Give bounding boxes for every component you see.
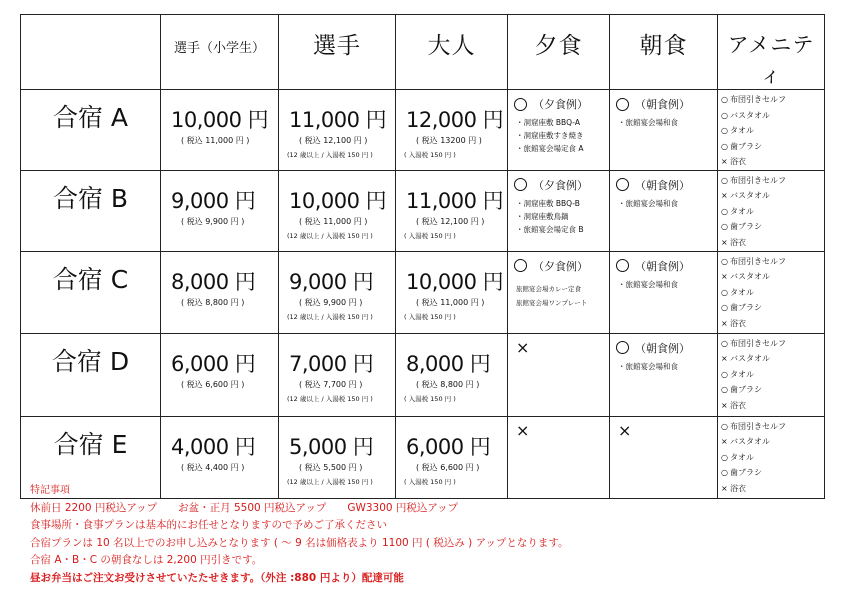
availability-mark: ○	[721, 126, 728, 135]
list-item: ・旅館宴会場和食	[618, 279, 678, 289]
price-note: (12 歳以上 / 入湯税 150 円 )	[287, 394, 373, 403]
dinner-cell	[508, 333, 610, 416]
amenity-item: ○ 布団引きセルフ	[721, 254, 824, 270]
plan-name: 合宿 B	[52, 183, 129, 213]
tax-included: ( 税込 5,500 円 )	[299, 462, 363, 472]
price-note: ( 入湯税 150 円 )	[404, 231, 456, 240]
price-note: (12 歳以上 / 入湯税 150 円 )	[287, 312, 373, 321]
adult-price-cell	[396, 170, 508, 251]
dinner-cell	[508, 251, 610, 333]
circle-icon	[616, 259, 629, 272]
list-item: ・旅館宴会場定食 A	[516, 144, 584, 153]
header-plan	[21, 15, 161, 90]
amenity-cell	[718, 251, 825, 333]
plan-name-cell	[21, 251, 161, 333]
list-item: ・旅館宴会場和食	[618, 118, 678, 127]
dinner-cell	[508, 170, 610, 251]
note-line: 合宿プランは 10 名以上でのお申し込みとなります ( ～ 9 名は価格表より 1100 円 ( 税込み ) アップとなります。	[30, 536, 569, 549]
availability-mark: ○	[721, 95, 728, 104]
breakfast-label: （朝食例）	[635, 98, 690, 111]
dinner-label: （夕食例）	[533, 178, 588, 192]
amenity-item: ○ タオル	[721, 204, 824, 220]
cross-icon: ×	[618, 420, 632, 440]
price-note: (12 歳以上 / 入湯税 150 円 )	[287, 231, 373, 240]
list-item: 旅館宴会場ワンプレート	[516, 298, 588, 307]
amenity-item: ○ 歯ブラシ	[721, 139, 824, 155]
breakfast-cell	[610, 333, 718, 416]
cross-icon: ×	[516, 337, 530, 357]
plan-name-cell	[21, 333, 161, 416]
list-item: ・洞窟座敷すき焼き	[516, 131, 584, 140]
availability-mark: ×	[721, 400, 728, 410]
amenity-item: × 浴衣	[721, 235, 824, 251]
amenity-item: ○ タオル	[721, 285, 824, 301]
availability-mark: ○	[721, 421, 728, 431]
availability-mark: ○	[721, 338, 728, 348]
price: 6,000 円	[171, 351, 256, 376]
athlete-price-cell	[279, 333, 396, 416]
amenity-item: ○ 布団引きセルフ	[721, 336, 824, 352]
tax-included: ( 税込 8,800 円 )	[181, 297, 245, 307]
header-dinner: 夕食	[508, 15, 610, 90]
breakfast-cell	[610, 90, 718, 171]
amenity-cell	[718, 90, 825, 171]
availability-mark: ○	[721, 385, 728, 394]
tax-included: ( 税込 12,100 円 )	[416, 216, 485, 226]
note-line: 食事場所・食事プランは基本的にお任せとなりますので予めご了承ください	[30, 519, 387, 531]
list-item: ・旅館宴会場和食	[618, 361, 678, 371]
amenity-item: × 浴衣	[721, 481, 824, 497]
list-item: ・洞窟座敷 BBQ-A	[516, 118, 580, 127]
circle-icon	[616, 178, 629, 191]
plan-name: 合宿 E	[53, 429, 128, 459]
availability-mark: ×	[721, 157, 728, 166]
availability-mark: ×	[721, 272, 728, 281]
availability-mark: ○	[721, 206, 728, 216]
amenity-item: × バスタオル	[721, 188, 824, 204]
price-note: ( 入湯税 150 円 )	[404, 477, 456, 486]
price: 8,000 円	[171, 269, 256, 294]
price-note: (12 歳以上 / 入湯税 150 円 )	[287, 477, 373, 486]
tax-included: ( 税込 7,700 円 )	[299, 379, 363, 389]
table-row	[21, 251, 825, 333]
tax-included: ( 税込 6,600 円 )	[181, 379, 245, 389]
tax-included: ( 税込 12,100 円 )	[299, 136, 368, 145]
tax-included: ( 税込 11,000 円 )	[299, 216, 368, 226]
special-notes	[30, 482, 569, 587]
plan-name-cell	[21, 90, 161, 171]
amenity-item: ○ バスタオル	[721, 108, 824, 124]
amenity-cell	[718, 170, 825, 251]
breakfast-cell	[610, 416, 718, 498]
tax-included: ( 税込 9,900 円 )	[299, 297, 363, 307]
availability-mark: ×	[721, 237, 728, 247]
breakfast-cell	[610, 170, 718, 251]
availability-mark: ×	[721, 318, 728, 328]
price: 9,000 円	[289, 269, 374, 294]
header-amenity: アメニティ	[718, 15, 825, 90]
table-row	[21, 170, 825, 251]
breakfast-label: （朝食例）	[635, 259, 690, 273]
price-note: (12 歳以上 / 入湯税 150 円 )	[287, 151, 373, 159]
amenity-item: ○ タオル	[721, 123, 824, 139]
price: 7,000 円	[289, 351, 374, 376]
plan-name: 合宿 C	[52, 264, 129, 294]
amenity-item: × バスタオル	[721, 434, 824, 450]
dinner-label: （夕食例）	[533, 259, 588, 273]
header-athlete: 選手	[279, 15, 396, 90]
price: 5,000 円	[289, 434, 374, 459]
child-price-cell	[161, 90, 279, 171]
circle-icon	[616, 341, 629, 354]
amenity-item: ○ タオル	[721, 450, 824, 466]
child-price-cell	[161, 333, 279, 416]
table-row	[21, 90, 825, 171]
tax-included: ( 税込 11,000 円 )	[181, 136, 250, 145]
price-note: ( 入湯税 150 円 )	[404, 151, 456, 159]
amenity-item: × 浴衣	[721, 154, 824, 170]
amenity-item: ○ 歯ブラシ	[721, 300, 824, 316]
table-row	[21, 333, 825, 416]
tax-included: ( 税込 6,600 円 )	[416, 462, 480, 472]
price: 4,000 円	[171, 434, 256, 459]
breakfast-cell	[610, 251, 718, 333]
adult-price-cell	[396, 251, 508, 333]
price: 12,000 円	[406, 108, 504, 132]
note-line: 合宿 A・B・C の朝食なしは 2,200 円引きです。	[30, 554, 263, 566]
amenity-item: × 浴衣	[721, 398, 824, 414]
amenity-cell	[718, 416, 825, 498]
notes-title: 特記事項	[30, 485, 70, 496]
tax-included: ( 税込 4,400 円 )	[181, 462, 245, 472]
availability-mark: ○	[721, 369, 728, 379]
amenity-cell	[718, 333, 825, 416]
child-price-cell	[161, 170, 279, 251]
amenity-item: ○ タオル	[721, 367, 824, 383]
availability-mark: ○	[721, 256, 728, 266]
plan-name-cell	[21, 170, 161, 251]
list-item: ・洞窟座敷鳥鍋	[516, 211, 569, 221]
availability-mark: ○	[721, 468, 728, 477]
availability-mark: ○	[721, 110, 728, 120]
athlete-price-cell	[279, 170, 396, 251]
breakfast-label: （朝食例）	[635, 341, 690, 355]
amenity-item: ○ 歯ブラシ	[721, 382, 824, 398]
circle-icon	[514, 259, 527, 272]
price: 9,000 円	[171, 188, 256, 213]
availability-mark: ○	[721, 175, 728, 185]
circle-icon	[514, 98, 527, 111]
amenity-item: ○ 歯ブラシ	[721, 465, 824, 481]
price: 10,000 円	[289, 188, 387, 213]
price: 11,000 円	[406, 188, 504, 213]
amenity-item: ○ 布団引きセルフ	[721, 419, 824, 435]
price: 10,000 円	[406, 269, 504, 294]
price: 10,000 円	[171, 108, 269, 132]
header-row	[21, 15, 825, 90]
price: 8,000 円	[406, 351, 491, 376]
adult-price-cell	[396, 333, 508, 416]
amenity-item: ○ 布団引きセルフ	[721, 92, 824, 108]
price-note: ( 入湯税 150 円 )	[404, 312, 456, 321]
availability-mark: ×	[721, 483, 728, 493]
lunch-note: 昼お弁当はご注文お受けさせていたたせきます。（外注 :880 円より）配達可能	[30, 571, 404, 584]
availability-mark: ○	[721, 287, 728, 297]
price: 11,000 円	[289, 108, 387, 132]
circle-icon	[616, 98, 629, 111]
list-item: ・旅館宴会場和食	[618, 198, 678, 208]
list-item: ・洞窟座敷 BBQ-B	[516, 198, 580, 208]
athlete-price-cell	[279, 90, 396, 171]
tax-included: ( 税込 11,000 円 )	[416, 297, 485, 307]
dinner-label: （夕食例）	[533, 98, 588, 111]
circle-icon	[514, 178, 527, 191]
child-price-cell	[161, 251, 279, 333]
adult-price-cell	[396, 90, 508, 171]
amenity-item: × バスタオル	[721, 269, 824, 285]
price: 6,000 円	[406, 434, 491, 459]
athlete-price-cell	[279, 251, 396, 333]
amenity-item: × 浴衣	[721, 316, 824, 332]
amenity-item: ○ 歯ブラシ	[721, 219, 824, 235]
amenity-item: × バスタオル	[721, 351, 824, 367]
header-breakfast: 朝食	[610, 15, 718, 90]
cross-icon: ×	[516, 420, 530, 440]
list-item: ・旅館宴会場定食 B	[516, 224, 584, 234]
price-table	[20, 14, 825, 499]
plan-name: 合宿 A	[52, 103, 129, 132]
availability-mark: ○	[721, 303, 728, 312]
availability-mark: ×	[721, 191, 728, 200]
amenity-item: ○ 布団引きセルフ	[721, 173, 824, 189]
breakfast-label: （朝食例）	[635, 178, 690, 192]
dinner-cell	[508, 90, 610, 171]
tax-included: ( 税込 8,800 円 )	[416, 379, 480, 389]
list-item: 旅館宴会場カレー定食	[516, 284, 581, 293]
availability-mark: ○	[721, 222, 728, 231]
plan-name: 合宿 D	[51, 346, 130, 376]
availability-mark: ×	[721, 354, 728, 363]
availability-mark: ○	[721, 452, 728, 462]
availability-mark: ×	[721, 437, 728, 446]
note-line: 休前日 2200 円税込アップ お盆・正月 5500 円税込アップ GW3300 円税込アップ	[30, 501, 459, 514]
availability-mark: ○	[721, 141, 728, 151]
tax-included: ( 税込 9,900 円 )	[181, 216, 245, 226]
header-adult: 大人	[396, 15, 508, 90]
header-child: 選手（小学生）	[161, 15, 279, 90]
tax-included: ( 税込 13200 円 )	[416, 136, 482, 145]
price-note: ( 入湯税 150 円 )	[404, 394, 456, 403]
